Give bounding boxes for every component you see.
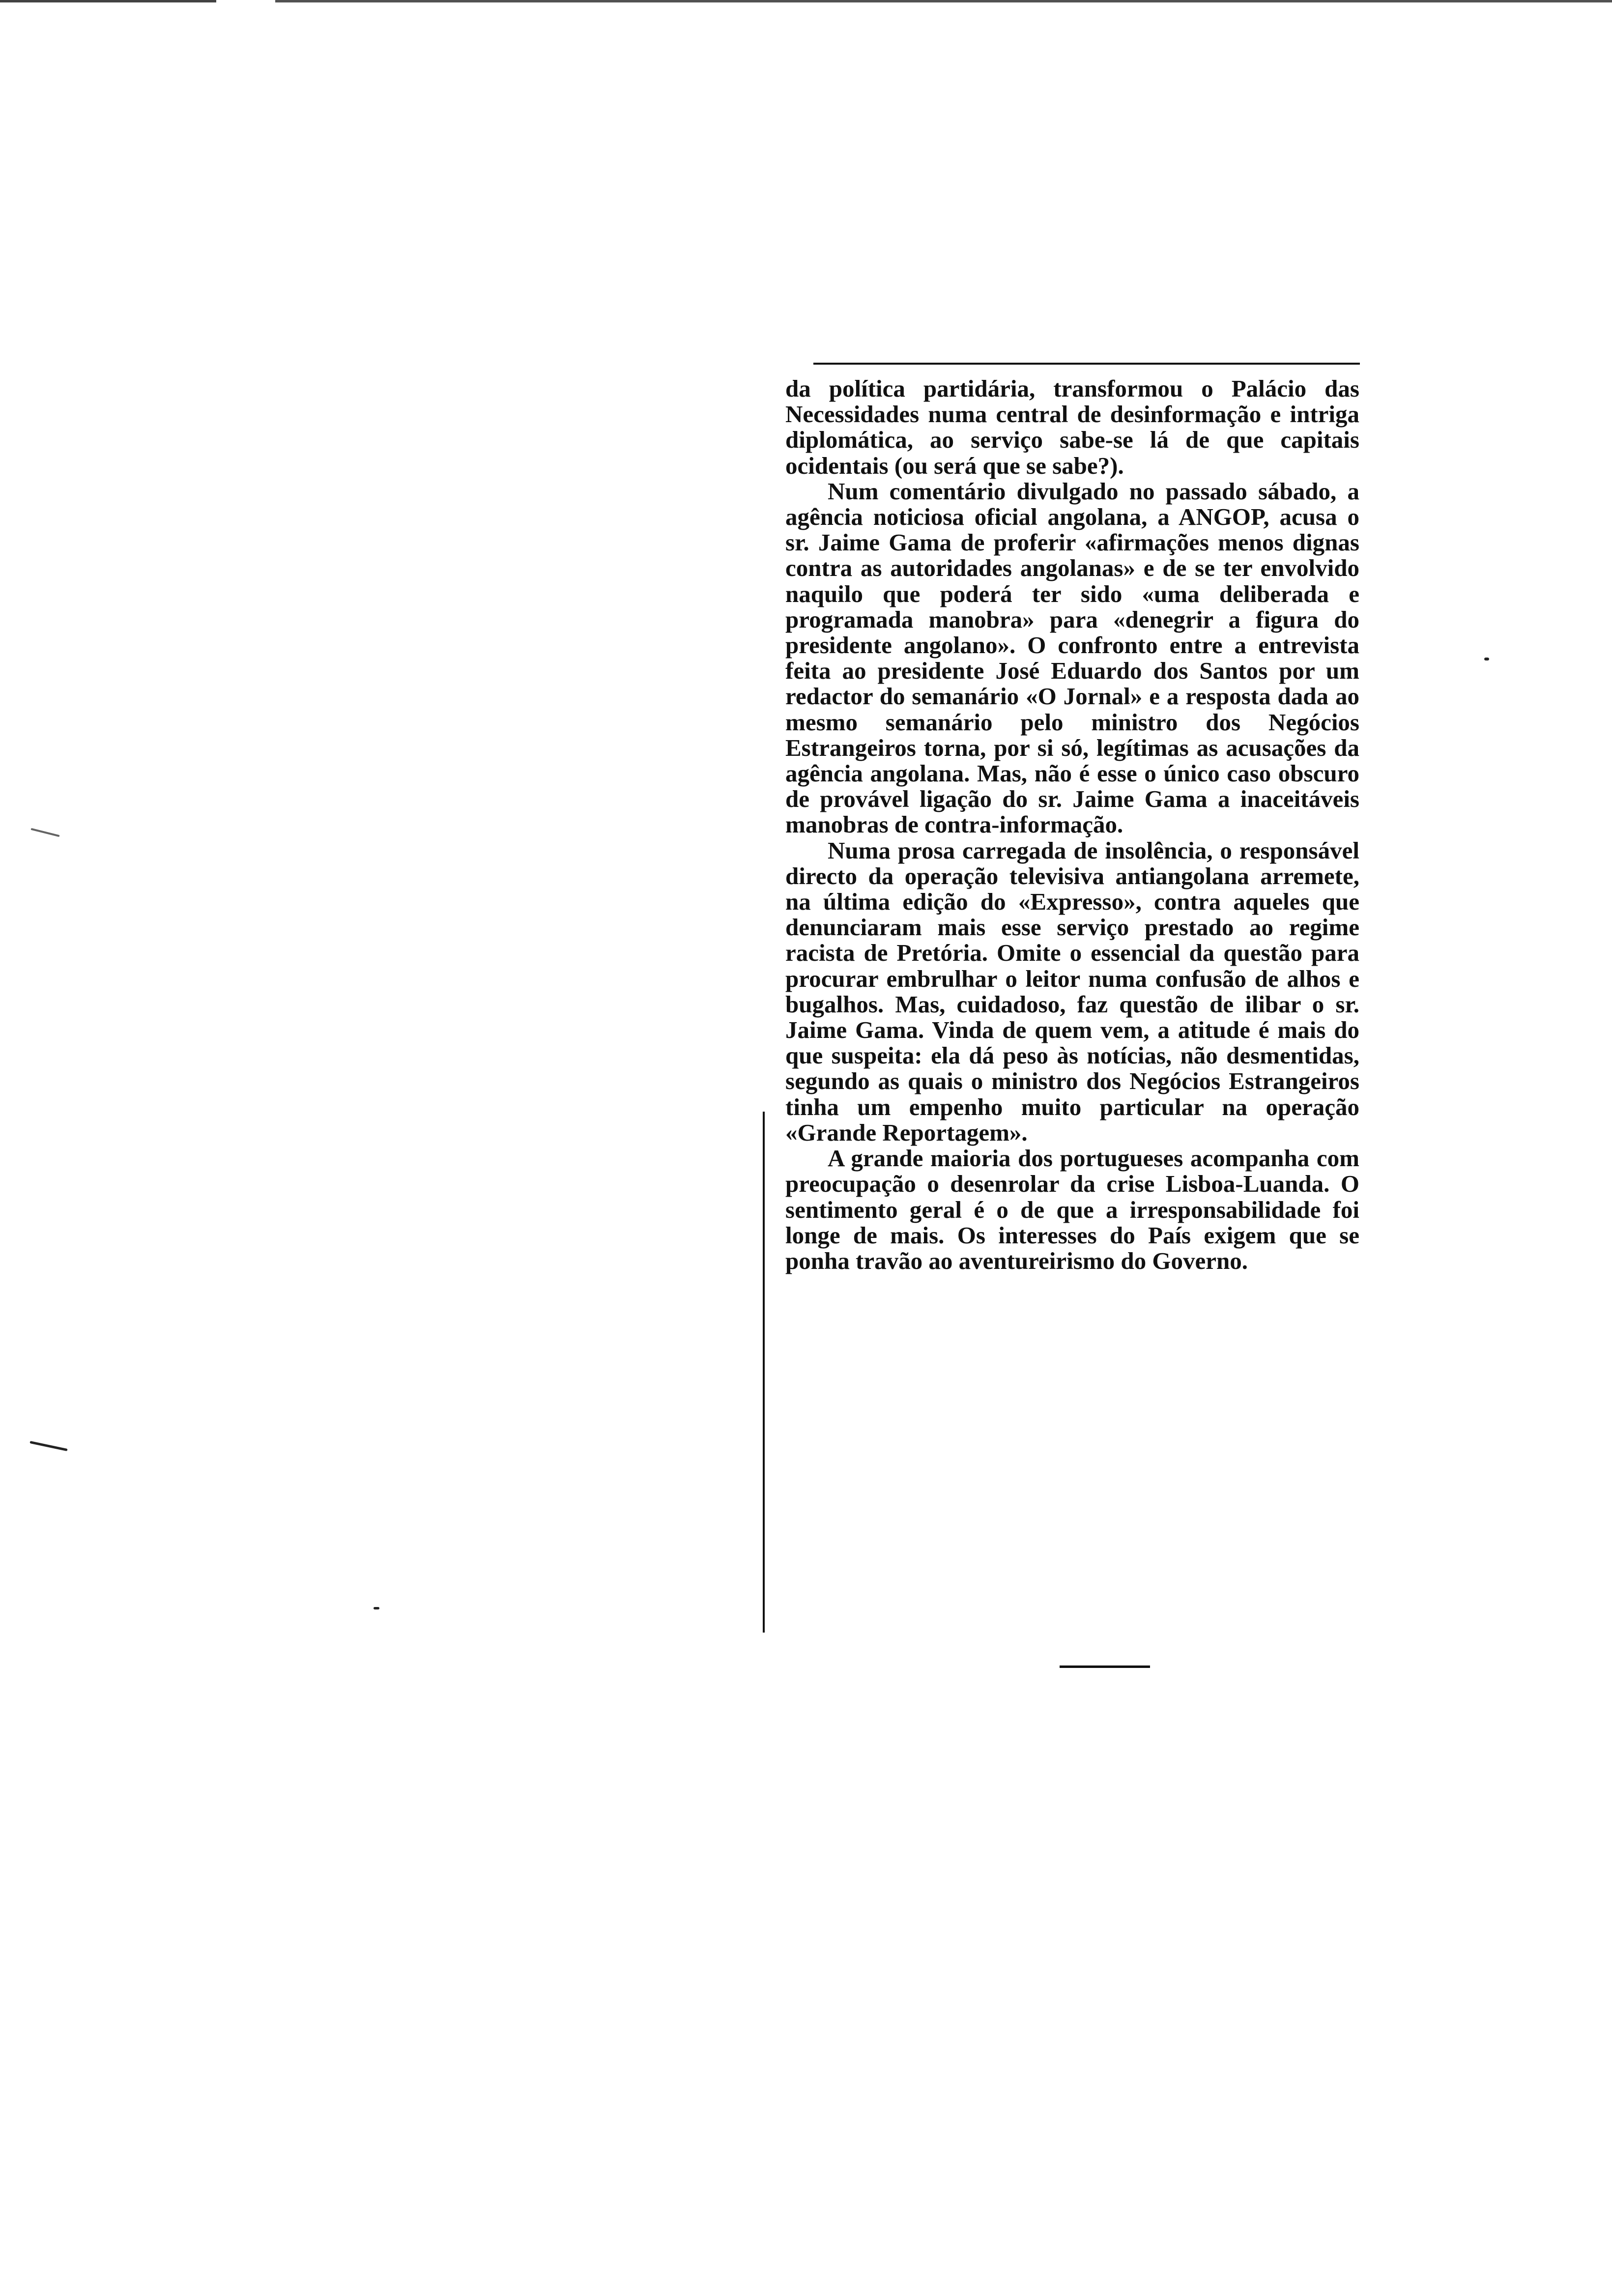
margin-mark: [763, 1112, 765, 1633]
scan-speck: [1484, 658, 1489, 660]
scan-speck: [374, 1607, 379, 1609]
scan-speck: [30, 828, 59, 837]
article-paragraph-4: A grande maioria dos portugueses acompanha com preocupação o desenrolar da crise Lisboa-Luanda. O sentimento geral é o de que a irresponsabilidade foi longe de mais. Os interesses do País exigem que se ponha travão ao aventureirismo do Governo.: [785, 1145, 1359, 1274]
article-column: [785, 376, 1359, 1274]
top-rule: [813, 363, 1360, 365]
article-paragraph-1: da política partidária, transformou o Palácio das Necessidades numa central de desinformação e intriga diplomática, ao serviço sabe-se lá de que capitais ocidentais (ou será que se sabe?).: [785, 375, 1359, 479]
scan-speck: [29, 1441, 67, 1451]
article-paragraph-3: Numa prosa carregada de insolência, o responsável directo da operação televisiva antiangolana arremete, na última edição do «Expresso», contra aqueles que denunciaram mais esse serviço prestado ao regime racista de Pretória. Omite o essencial da questão para procurar embrulhar o leitor numa confusão de alhos e bugalhos. Mas, cuidadoso, faz questão de ilibar o sr. Jaime Gama. Vinda de quem vem, a atitude é mais do que suspeita: ela dá peso às notícias, não desmentidas, segundo as quais o ministro dos Negócios Estrangeiros tinha um empenho muito particular na operação «Grande Reportagem».: [785, 836, 1359, 1146]
scan-edge: [0, 0, 1612, 2]
end-rule: [1060, 1665, 1150, 1668]
article-paragraph-2: Num comentário divulgado no passado sábado, a agência noticiosa oficial angolana, a ANGOP, acusa o sr. Jaime Gama de proferir «afirmações menos dignas contra as autoridades angolanas» e de se ter envolvido naquilo que poderá ter sido «uma deliberada e programada manobra» para «denegrir a figura do presidente angolano». O confronto entre a entrevista feita ao presidente José Eduardo dos Santos por um redactor do semanário «O Jornal» e a resposta dada ao mesmo semanário pelo ministro dos Negócios Estrangeiros torna, por si só, legítimas as acusações da agência angolana. Mas, não é esse o único caso obscuro de provável ligação do sr. Jaime Gama a inaceitáveis manobras de contra-informação.: [785, 477, 1359, 838]
